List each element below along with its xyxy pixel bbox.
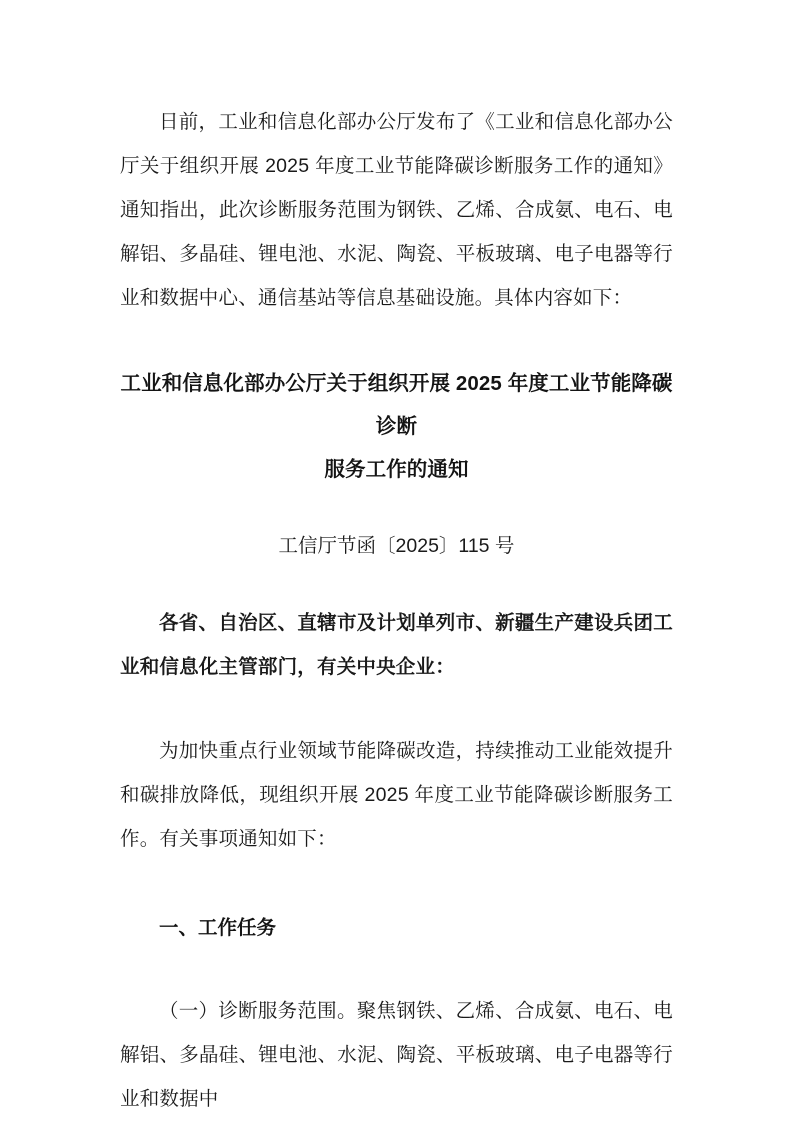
document-content (120, 0, 673, 1121)
document-title (120, 362, 673, 491)
recipients-line: 各省、自治区、直辖市及计划单列市、新疆生产建设兵团工业和信息化主管部门，有关中央企业： (120, 612, 673, 678)
section-heading-work-tasks: 一、工作任务 (159, 917, 277, 939)
document-title-line-1: 工业和信息化部办公厅关于组织开展 2025 年度工业节能降碳诊断 (120, 372, 673, 438)
document-reference-number: 工信厅节函〔2025〕115 号 (278, 535, 515, 557)
purpose-paragraph: 为加快重点行业领域节能降碳改造，持续推动工业能效提升和碳排放降低，现组织开展 2025 年度工业节能降碳诊断服务工作。有关事项通知如下： (120, 740, 673, 850)
intro-paragraph: 日前，工业和信息化部办公厅发布了《工业和信息化部办公厅关于组织开展 2025 年度工业节能降碳诊断服务工作的通知》通知指出，此次诊断服务范围为钢铁、乙烯、合成氨、电石、电解铝、多晶硅、锂电池、水泥、陶瓷、平板玻璃、电子电器等行业和数据中心、通信基站等信息基础设施。具体内容如下： (120, 111, 673, 309)
document-title-line-2: 服务工作的通知 (324, 458, 469, 481)
section-one-item-one-paragraph: （一）诊断服务范围。聚焦钢铁、乙烯、合成氨、电石、电解铝、多晶硅、锂电池、水泥、陶瓷、平板玻璃、电子电器等行业和数据中 (120, 1000, 673, 1110)
